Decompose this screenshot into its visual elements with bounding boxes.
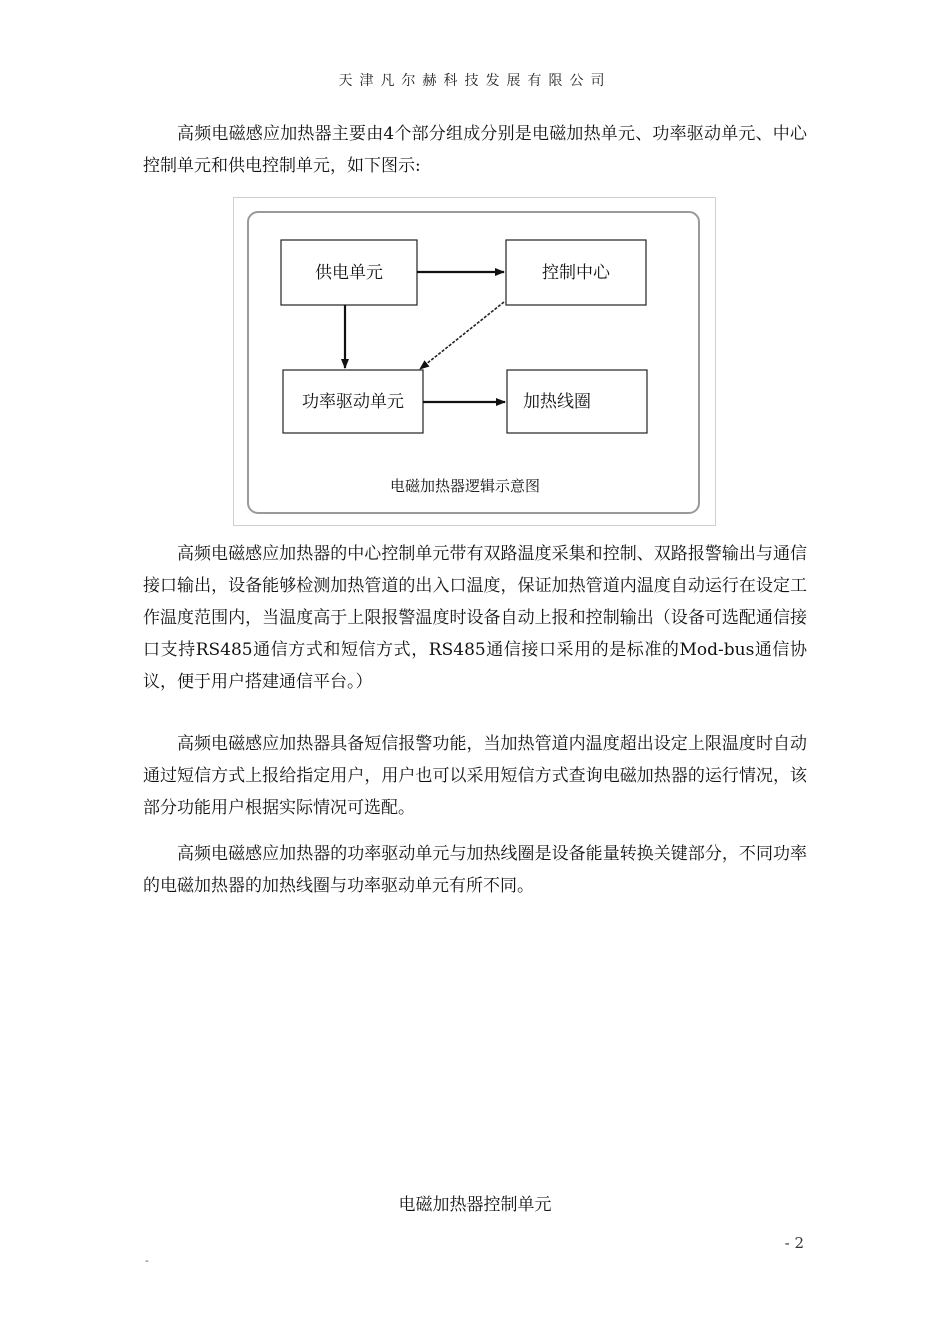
logic-diagram-svg xyxy=(234,198,717,527)
node-power-supply-label: 供电单元 xyxy=(315,263,383,283)
paragraph-sms-alarm: 高频电磁感应加热器具备短信报警功能，当加热管道内温度超出设定上限温度时自动通过短信方式上报给指定用户，用户也可以采用短信方式查询电磁加热器的运行情况，该部分功能用户根据实际情况可选配。 xyxy=(143,734,807,818)
paragraph-control-unit: 高频电磁感应加热器的中心控制单元带有双路温度采集和控制、双路报警输出与通信接口输出，设备能够检测加热管道的出入口温度，保证加热管道内温度自动运行在设定工作温度范围内，当温度高于上限报警温度时设备自动上报和控制输出（设备可选配通信接口支持RS485通信方式和短信方式，RS485通信接口采用的是标准的Mod-bus通信协议，便于用户搭建通信平台。） xyxy=(143,544,807,692)
page-number: - 2 xyxy=(784,1234,804,1252)
paragraph-intro: 高频电磁感应加热器主要由4个部分组成分别是电磁加热单元、功率驱动单元、中心控制单元和供电控制单元，如下图示: xyxy=(143,124,807,176)
node-control-center-label: 控制中心 xyxy=(542,263,610,283)
node-heating-coil-label: 加热线圈 xyxy=(523,392,591,412)
logic-diagram-figure xyxy=(233,197,716,526)
node-power-drive-label: 功率驱动单元 xyxy=(302,392,404,412)
paragraph-power-drive: 高频电磁感应加热器的功率驱动单元与加热线圈是设备能量转换关键部分，不同功率的电磁加热器的加热线圈与功率驱动单元有所不同。 xyxy=(143,844,807,896)
arrow-control-to-drive xyxy=(420,302,504,369)
page-header-company: 天津凡尔赫科技发展有限公司 xyxy=(338,73,612,89)
diagram-caption: 电磁加热器逻辑示意图 xyxy=(389,477,541,495)
bottom-caption: 电磁加热器控制单元 xyxy=(398,1195,552,1215)
footer-mark: - xyxy=(145,1254,149,1267)
